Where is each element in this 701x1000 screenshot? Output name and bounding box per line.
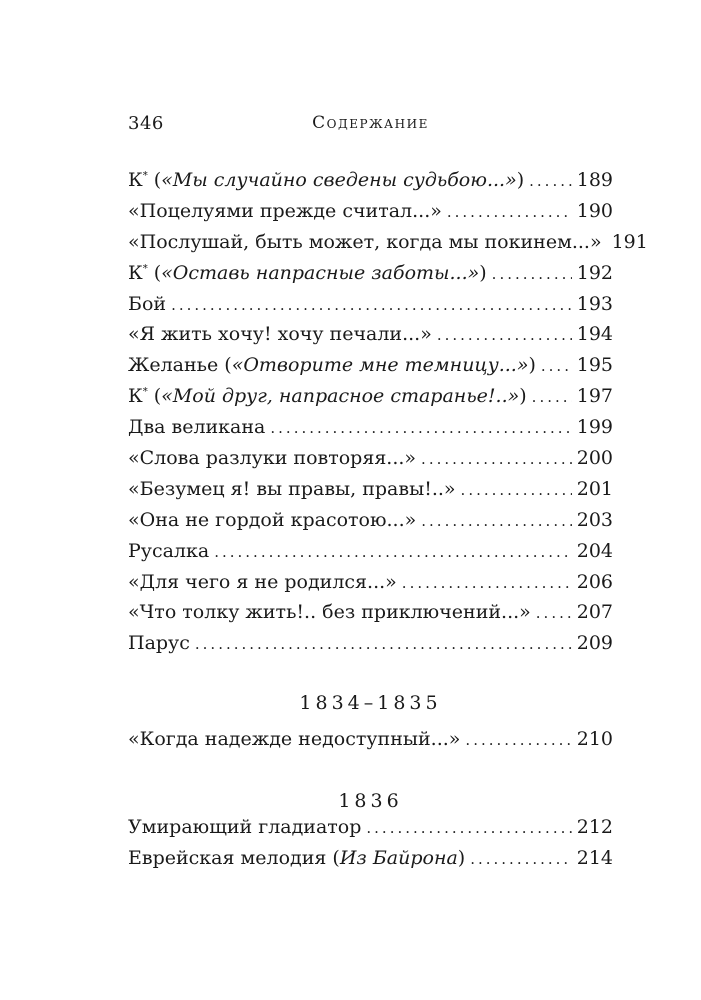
dedication-asterisk: * xyxy=(142,386,148,398)
entry-title xyxy=(128,447,416,469)
entry-page-number: 203 xyxy=(576,508,613,531)
entry-page-number: 192 xyxy=(576,261,613,284)
entry-title-text: «Безумец я! вы правы, правы!..» xyxy=(128,477,456,500)
entry-title-bracket-close: ) xyxy=(519,385,527,408)
toc-entry xyxy=(128,632,613,663)
entry-title-bracket-close: ) xyxy=(528,354,536,377)
entry-title-text: «Что толку жить!.. без приключений...» xyxy=(128,601,531,624)
section-heading-1836: 1836 xyxy=(338,790,403,812)
entry-title-text: Бой xyxy=(128,292,167,315)
entry-title xyxy=(128,601,531,623)
entry-title xyxy=(128,169,524,191)
entry-page-number: 206 xyxy=(576,570,613,593)
toc-entry xyxy=(128,354,613,385)
entry-title xyxy=(128,816,361,838)
entry-page-number: 197 xyxy=(576,385,613,408)
entry-page-number: 204 xyxy=(576,539,613,562)
entry-title xyxy=(128,262,487,284)
dot-leader xyxy=(421,450,572,468)
dot-leader xyxy=(270,419,571,437)
entry-title-text: «Я жить хочу! хочу печали...» xyxy=(128,323,432,346)
entry-page-number: 193 xyxy=(576,292,613,315)
toc-entry xyxy=(128,447,613,478)
dot-leader xyxy=(536,604,572,622)
toc-entry xyxy=(128,509,613,540)
entry-page-number: 199 xyxy=(576,416,613,439)
toc-entry xyxy=(128,200,613,231)
dot-leader xyxy=(366,819,571,837)
entry-title-text: К xyxy=(128,261,143,284)
entry-title-text: «Когда надежде недоступный...» xyxy=(128,728,461,750)
entry-title xyxy=(128,509,416,531)
entry-title-text: «Для чего я не родился...» xyxy=(128,570,397,593)
entry-page-number: 194 xyxy=(576,323,613,346)
dot-leader xyxy=(402,574,572,592)
dot-leader xyxy=(171,296,572,314)
entry-page-number: 210 xyxy=(576,728,613,750)
dedication-asterisk: * xyxy=(142,263,148,275)
entry-title-italic: «Оставь напрасные заботы...» xyxy=(161,261,480,284)
section-heading-1834-1835: 1834–1835 xyxy=(299,692,442,714)
entry-page-number: 195 xyxy=(576,354,613,377)
dot-leader xyxy=(470,850,572,868)
entry-title-bracket-close: ) xyxy=(516,169,525,191)
entry-title-text: Русалка xyxy=(128,539,210,562)
entry-title xyxy=(128,540,209,562)
page-header xyxy=(128,113,613,143)
toc-entry xyxy=(128,323,613,354)
entry-title xyxy=(128,847,465,869)
entry-page-number: 189 xyxy=(576,169,613,191)
dot-leader xyxy=(529,172,572,190)
entry-title-italic: «Отворите мне темницу...» xyxy=(231,354,529,377)
dot-leader xyxy=(421,512,571,530)
toc-entry xyxy=(128,169,613,200)
toc-entry xyxy=(128,478,613,509)
toc-entry xyxy=(128,847,613,878)
entry-page-number: 214 xyxy=(576,846,613,869)
entry-page-number: 200 xyxy=(576,447,613,470)
entry-title xyxy=(128,293,166,315)
entry-title-text: «Поцелуями прежде считал...» xyxy=(128,199,442,222)
entry-title-italic: «Мы случайно сведены судьбою...» xyxy=(161,169,517,191)
entry-title-bracket: ( xyxy=(147,261,162,284)
toc-entry xyxy=(128,571,613,602)
toc-entry xyxy=(128,601,613,632)
entry-title-text: Два великана xyxy=(128,416,266,439)
dot-leader xyxy=(465,731,571,749)
entry-title-bracket: ( xyxy=(218,354,232,377)
toc-entry xyxy=(128,385,613,416)
entry-title xyxy=(128,323,432,345)
dot-leader xyxy=(437,326,572,344)
entry-title xyxy=(128,385,527,407)
entry-title xyxy=(128,632,190,654)
entry-title-text: Парус xyxy=(128,632,190,655)
entry-title-text: «Послушай, быть может, когда мы покинем...» xyxy=(128,230,602,253)
entry-title-text: Еврейская мелодия xyxy=(128,846,327,869)
toc-1836-list xyxy=(128,816,613,878)
entry-page-number: 191 xyxy=(611,230,648,253)
running-title: Содержание xyxy=(312,113,429,133)
entry-page-number: 212 xyxy=(576,816,613,838)
entry-title xyxy=(128,231,602,253)
toc-entry xyxy=(128,230,648,262)
entry-title-text: «Она не гордой красотою...» xyxy=(128,508,417,531)
entry-title-bracket-close: ) xyxy=(479,261,487,284)
toc-entry xyxy=(128,293,613,324)
entry-title-italic: «Мой друг, напрасное старанье!..» xyxy=(161,385,520,408)
toc-entry xyxy=(128,540,613,571)
dot-leader xyxy=(447,203,572,221)
entry-title-text: К xyxy=(128,169,143,191)
toc-entry xyxy=(128,728,613,759)
entry-title xyxy=(128,478,456,500)
dedication-asterisk: * xyxy=(142,170,148,182)
entry-title-bracket: ( xyxy=(326,846,340,869)
entry-title xyxy=(128,571,397,593)
dot-leader xyxy=(492,265,572,283)
entry-title-text: Желанье xyxy=(128,354,219,377)
entry-title-bracket: ( xyxy=(147,169,162,191)
entry-page-number: 209 xyxy=(576,632,613,655)
toc-entry xyxy=(128,816,613,847)
entry-page-number: 207 xyxy=(576,601,613,624)
entry-title-italic: Из Байрона xyxy=(339,846,458,869)
entry-page-number: 190 xyxy=(576,199,613,222)
entry-page-number: 201 xyxy=(576,477,613,500)
toc-main-list xyxy=(128,169,648,663)
entry-title-bracket-close: ) xyxy=(457,846,466,869)
entry-title-text: К xyxy=(128,385,143,408)
entry-title xyxy=(128,200,442,222)
dot-leader xyxy=(541,357,572,375)
entry-title xyxy=(128,416,265,438)
page-number: 346 xyxy=(128,113,164,134)
entry-title-text: Умирающий гладиатор xyxy=(128,816,362,838)
entry-title xyxy=(128,728,460,750)
dot-leader xyxy=(532,388,572,406)
entry-title xyxy=(128,354,536,376)
dot-leader xyxy=(214,543,572,561)
toc-entry xyxy=(128,416,613,447)
entry-title-bracket: ( xyxy=(147,385,162,408)
dot-leader xyxy=(461,481,572,499)
toc-1834-list xyxy=(128,728,613,759)
entry-title-text: «Слова разлуки повторяя...» xyxy=(128,447,417,470)
dot-leader xyxy=(195,635,572,653)
toc-entry xyxy=(128,262,613,293)
